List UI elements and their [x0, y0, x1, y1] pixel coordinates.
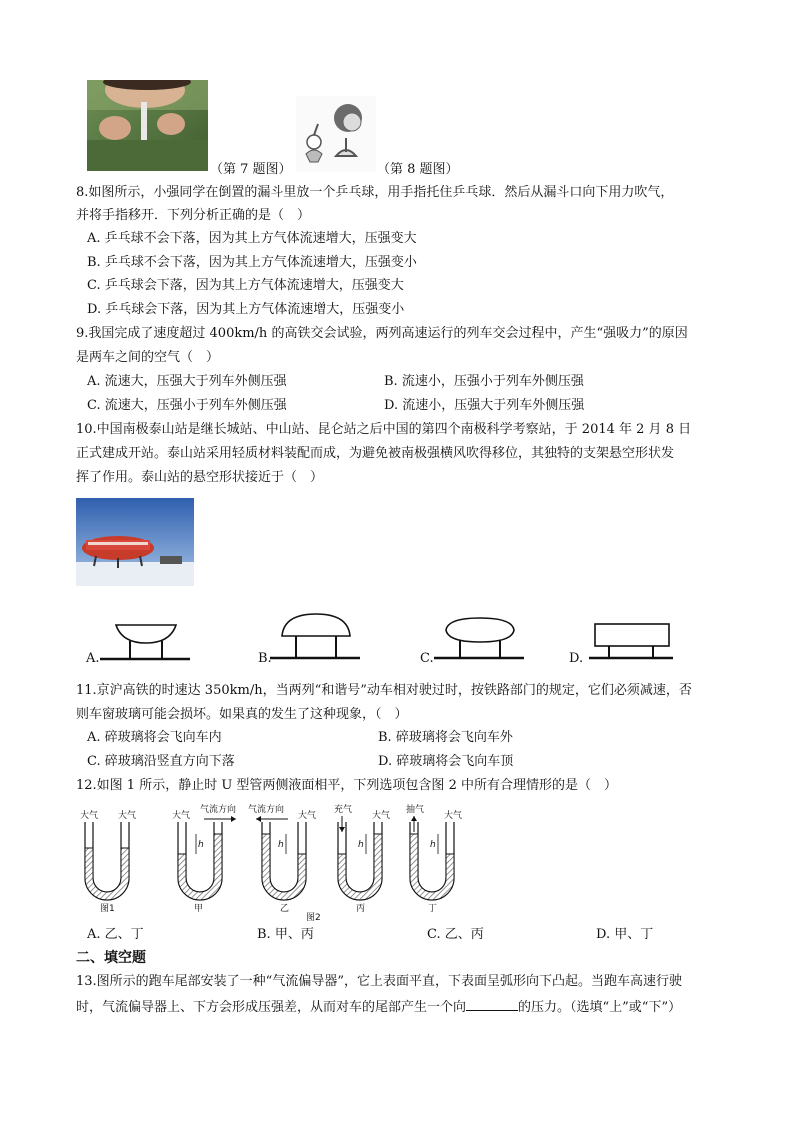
fig8-sketch [296, 96, 376, 172]
q13-line-2-before: 时，气流偏导器上、下方会形成压强差，从而对车的尾部产生一个向 [76, 1000, 467, 1015]
q8-option-c[interactable]: C. 乒乓球会下落，因为其上方气体流速增大，压强变大 [87, 278, 404, 293]
q11-stem-line-2: 则车窗玻璃可能会损坏。如果真的发生了这种现象，（ ） [76, 707, 408, 722]
tube-bing [334, 803, 390, 914]
tube-yi-airflow: 气流方向 [248, 805, 285, 815]
tube-ding-label: 丁 [428, 904, 438, 914]
u-tube-figure [76, 798, 476, 924]
q9-option-b[interactable]: B. 流速小，压强小于列车外侧压强 [384, 374, 584, 389]
q8-option-d[interactable]: D. 乒乓球会下落，因为其上方气体流速增大，压强变小 [87, 302, 405, 317]
q10-option-c-label: C. [420, 651, 434, 666]
tube-yi [248, 803, 316, 914]
tube-bing-label: 丙 [356, 904, 366, 914]
q8-stem-line-2: 并将手指移开．下列分析正确的是（ ） [76, 208, 311, 223]
tube-fig1 [80, 809, 136, 914]
q9-stem-line-1: 9.我国完成了速度超过 400km/h 的高铁交会试验，两列高速运行的列车交会过程中，产生“强吸力”的原因 [76, 326, 688, 341]
q10-option-d[interactable] [569, 614, 679, 667]
q8-option-b[interactable]: B. 乒乓球不会下落，因为其上方气体流速增大，压强变小 [87, 255, 417, 270]
q13-line-2-after: 的压力。（选填“上”或“下”） [518, 1000, 682, 1015]
tube-yi-h: h [278, 840, 284, 850]
fig2-label: 图2 [306, 913, 321, 923]
q8-stem-line-1: 8.如图所示，小强同学在倒置的漏斗里放一个乒乓球，用手指托住乒乓球．然后从漏斗口向下用力吹气， [76, 185, 674, 200]
tube-yi-label: 乙 [280, 904, 290, 914]
q11-option-d[interactable]: D. 碎玻璃将会飞向车顶 [378, 754, 514, 769]
shape-a-concave-top [100, 617, 190, 663]
q10-option-d-label: D. [569, 651, 584, 666]
q11-option-a[interactable]: A. 碎玻璃将会飞向车内 [87, 730, 222, 745]
fig7-photo [87, 80, 208, 171]
fig7-caption: （第 7 题图） [210, 162, 292, 177]
tube-jia-label: 甲 [194, 904, 204, 914]
q10-stem-line-1: 10.中国南极泰山站是继长城站、中山站、昆仑站之后中国的第四个南极科学考察站，于 2014 年 2 月 8 日 [76, 422, 692, 437]
q9-stem-line-2: 是两车之间的空气（ ） [76, 350, 220, 365]
fig8-caption: （第 8 题图） [377, 162, 459, 177]
tube-yi-air: 大气 [298, 811, 317, 821]
tube-jia [172, 803, 236, 914]
q10-option-a[interactable] [86, 615, 192, 667]
q10-option-b[interactable] [258, 610, 364, 667]
tube-bing-air: 大气 [372, 811, 391, 821]
shape-b-dome-top [270, 610, 360, 662]
tube-fig1-label: 图1 [100, 904, 115, 914]
q13-line-2 [76, 996, 681, 1018]
tube-fig1-air-left: 大气 [80, 811, 99, 821]
q10-option-c[interactable] [420, 612, 526, 667]
q11-option-c[interactable]: C. 碎玻璃沿竖直方向下落 [87, 754, 235, 769]
q11-option-b[interactable]: B. 碎玻璃将会飞向车外 [378, 730, 513, 745]
shape-c-oval [434, 612, 524, 662]
tube-bing-h: h [358, 840, 364, 850]
tube-jia-airflow: 气流方向 [200, 805, 237, 815]
q13-answer-blank[interactable] [466, 996, 518, 1011]
q10-option-a-label: A. [86, 651, 100, 666]
q12-option-a[interactable]: A. 乙、丁 [87, 927, 144, 942]
section-fill-in-title: 二、填空题 [76, 950, 146, 966]
q12-option-d[interactable]: D. 甲、丁 [596, 927, 654, 942]
q12-option-b[interactable]: B. 甲、丙 [257, 927, 314, 942]
q13-line-1: 13.图所示的跑车尾部安装了一种“气流偏导器”，它上表面平直，下表面呈弧形向下凸起。当跑车高速行驶 [76, 974, 682, 989]
q9-option-a[interactable]: A. 流速大，压强大于列车外侧压强 [87, 374, 287, 389]
tube-ding-air: 大气 [444, 811, 463, 821]
taishan-station-photo [76, 498, 194, 586]
tube-ding-pump: 抽气 [406, 805, 425, 815]
tube-fig1-air-right: 大气 [118, 811, 137, 821]
shape-d-rectangle [589, 614, 679, 662]
q10-stem-line-3: 挥了作用。泰山站的悬空形状接近于（ ） [76, 470, 324, 485]
tube-jia-h: h [198, 840, 204, 850]
q11-stem-line-1: 11.京沪高铁的时速达 350km/h，当两列“和谐号”动车相对驶过时，按铁路部门的规定，它们必须减速，否 [76, 683, 692, 698]
q10-stem-line-2: 正式建成开站。泰山站采用轻质材料装配而成，为避免被南极强横风吹得移位，其独特的支架悬空形状发 [76, 446, 675, 461]
tube-bing-inflate: 充气 [334, 805, 353, 815]
tube-ding-h: h [430, 840, 436, 850]
q12-option-c[interactable]: C. 乙、丙 [427, 927, 484, 942]
q12-stem: 12.如图 1 所示，静止时 U 型管两侧液面相平，下列选项包含图 2 中所有合理情形的是（ ） [76, 778, 617, 793]
q9-option-c[interactable]: C. 流速大，压强小于列车外侧压强 [87, 398, 287, 413]
tube-jia-air: 大气 [172, 811, 191, 821]
q8-option-a[interactable]: A. 乒乓球不会下落，因为其上方气体流速增大，压强变大 [87, 231, 417, 246]
q9-option-d[interactable]: D. 流速小，压强大于列车外侧压强 [384, 398, 585, 413]
q10-option-b-label: B. [258, 651, 272, 666]
tube-ding [406, 803, 462, 914]
